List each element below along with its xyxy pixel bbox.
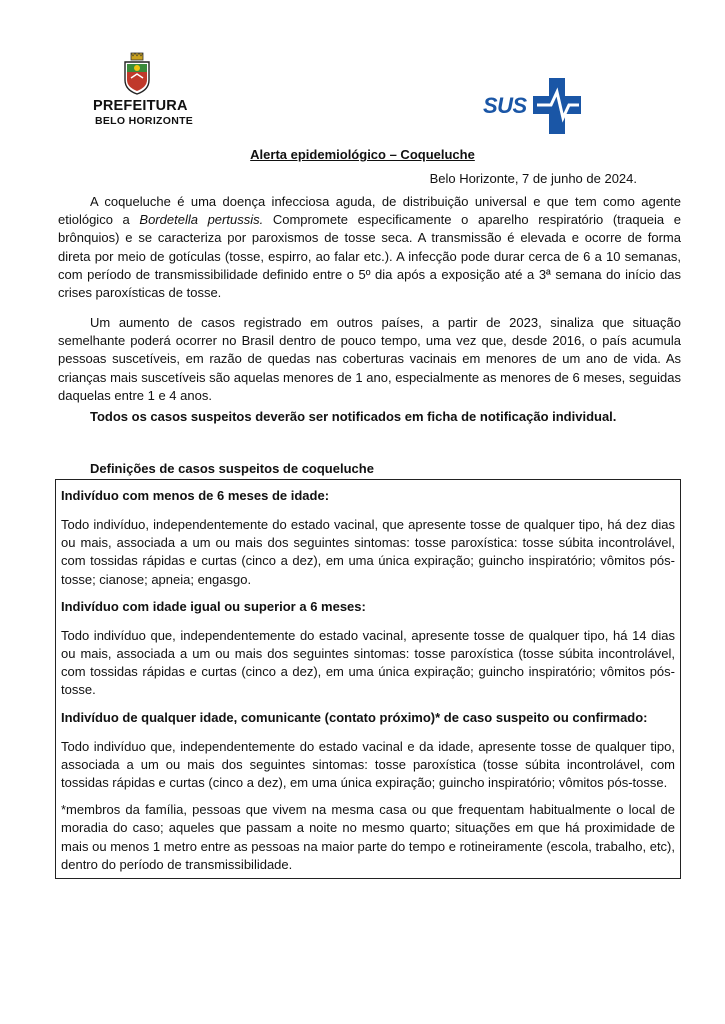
definition-heading-contacts: Indivíduo de qualquer idade, comunicante (contato próximo)* de caso suspeito ou confirmado: — [61, 709, 648, 725]
document-title: Alerta epidemiológico – Coqueluche — [250, 147, 475, 162]
contacts-footnote: *membros da família, pessoas que vivem na mesma casa ou que frequentam habitualmente o local de moradia do caso; aqueles que passam a noite no mesmo quarto; situações em que há proximidade de mais ou menos 1 metro entre as pessoas na maior parte do tempo e rotineiramente (escola, trabalho, etc), dentro do período de transmissibilidade. — [61, 802, 675, 872]
definitions-box — [55, 479, 681, 879]
definition-text-under-6-months: Todo indivíduo, independentemente do estado vacinal, que apresente tosse de qualquer tipo, há dez dias ou mais, associada a um ou mais dos seguintes sintomas: tosse paroxística: tosse súbita incontrolável, com tossidas rápidas e curtas (cinco a dez), em uma única expiração; guincho inspiratório; vômitos pós-tosse; cianose; apneia; engasgo. — [61, 517, 675, 587]
definition-heading-under-6-months: Indivíduo com menos de 6 meses de idade: — [61, 488, 330, 503]
pathogen-name: Bordetella pertussis. — [139, 212, 264, 228]
city-crest-icon — [121, 52, 153, 96]
definition-heading-6-months-plus: Indivíduo com idade igual ou superior a 6 meses: — [61, 598, 366, 614]
document-date: Belo Horizonte, 7 de junho de 2024. — [429, 171, 637, 186]
intro-paragraph: A coqueluche é uma doença infecciosa aguda, de distribuição universal e que tem como agente etiológico a Bordetella pertussis. Compromete especificamente o aparelho respiratório (traqueia e brônquios) e se caracteriza por paroxismos de tosse seca. A transmissão é elevada e ocorre de forma direta por meio de gotículas (tosse, espirro, ao falar etc.). A infecção pode durar cerca de 6 a 10 semanas, com período de transmissibilidade definido entre o 5º dia após a exposição até a 3ª semana do início das crises paroxísticas de tosse. — [58, 194, 682, 301]
city-name: BELO HORIZONTE — [95, 115, 194, 127]
sus-label: SUS — [483, 93, 527, 118]
definitions-heading: Definições de casos suspeitos de coqueluche — [90, 461, 374, 476]
prefeitura-name: PREFEITURA — [93, 98, 188, 114]
sus-cross-icon — [533, 78, 581, 134]
definition-text-6-months-plus: Todo indivíduo que, independentemente do estado vacinal, apresente tosse de qualquer tipo, há 14 dias ou mais, associada a um ou mais dos seguintes sintomas: tosse paroxística (tosse súbita incontrolável, com tossidas rápidas e curtas (cinco a dez), em uma única expiração; guincho inspiratório; vômitos pós-tosse. — [61, 627, 675, 698]
notification-notice: Todos os casos suspeitos deverão ser notificados em ficha de notificação individual. — [90, 409, 617, 424]
context-paragraph: Um aumento de casos registrado em outros países, a partir de 2023, sinaliza que situação semelhante poderá ocorrer no Brasil dentro de pouco tempo, uma vez que, desde 2016, o país acumula pessoas suscetíveis, em razão de quedas nas coberturas vacinais em menores de um ano de vida. As crianças mais suscetíveis são aquelas menores de 1 ano, especialmente as menores de 6 meses, seguidas daquelas entre 1 e 4 anos. — [58, 315, 681, 403]
definition-text-contacts: Todo indivíduo que, independentemente do estado vacinal e da idade, apresente tosse de qualquer tipo, associada a um ou mais dos seguintes sintomas: tosse paroxística (tosse súbita incontrolável, com tossidas rápidas e curtas (cinco a dez), em uma única expiração; guincho inspiratório; vômitos pós-tosse. — [61, 738, 675, 791]
sus-logo — [483, 78, 583, 134]
